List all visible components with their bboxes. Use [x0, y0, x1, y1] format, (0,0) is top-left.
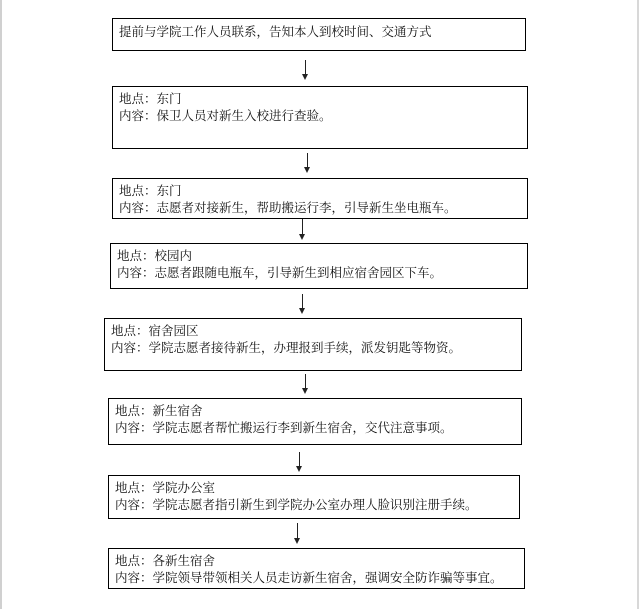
- step-1-box: [112, 18, 526, 51]
- step-7-location: 地点：学院办公室: [115, 480, 216, 495]
- step-4-box: [110, 243, 528, 289]
- arrow-down-icon: [293, 523, 302, 544]
- arrow-down-icon: [303, 153, 312, 173]
- step-3-location: 地点：东门: [119, 183, 182, 198]
- arrow-down-icon: [295, 452, 304, 472]
- step-6-location: 地点：新生宿舍: [115, 403, 203, 418]
- arrow-down-icon: [298, 219, 307, 240]
- page-edge-left: [0, 0, 2, 609]
- step-5-box: [104, 318, 522, 371]
- step-7-box: [108, 475, 520, 519]
- step-3-box: [112, 178, 528, 219]
- step-1-text: 提前与学院工作人员联系，告知本人到校时间、交通方式: [119, 24, 432, 39]
- arrow-down-icon: [298, 294, 307, 314]
- step-8-content: 内容：学院领导带领相关人员走访新生宿舍，强调安全防诈骗等事宜。: [115, 570, 503, 585]
- step-7-content: 内容：学院志愿者指引新生到学院办公室办理人脸识别注册手续。: [115, 497, 478, 512]
- step-5-location: 地点：宿舍园区: [111, 323, 199, 338]
- step-2-box: [112, 86, 528, 149]
- step-6-content: 内容：学院志愿者帮忙搬运行李到新生宿舍，交代注意事项。: [115, 420, 453, 435]
- step-5-content: 内容：学院志愿者接待新生，办理报到手续，派发钥匙等物资。: [111, 340, 462, 355]
- arrow-down-icon: [301, 60, 310, 80]
- step-3-content: 内容：志愿者对接新生，帮助搬运行李，引导新生坐电瓶车。: [119, 200, 457, 215]
- step-2-location: 地点：东门: [119, 91, 182, 106]
- step-6-box: [108, 398, 522, 445]
- step-4-location: 地点：校园内: [117, 248, 193, 263]
- arrow-down-icon: [301, 374, 310, 394]
- step-8-location: 地点：各新生宿舍: [115, 553, 216, 568]
- step-2-content: 内容：保卫人员对新生入校进行查验。: [119, 108, 332, 123]
- step-8-box: [108, 548, 525, 589]
- step-4-content: 内容：志愿者跟随电瓶车，引导新生到相应宿舍园区下车。: [117, 265, 443, 280]
